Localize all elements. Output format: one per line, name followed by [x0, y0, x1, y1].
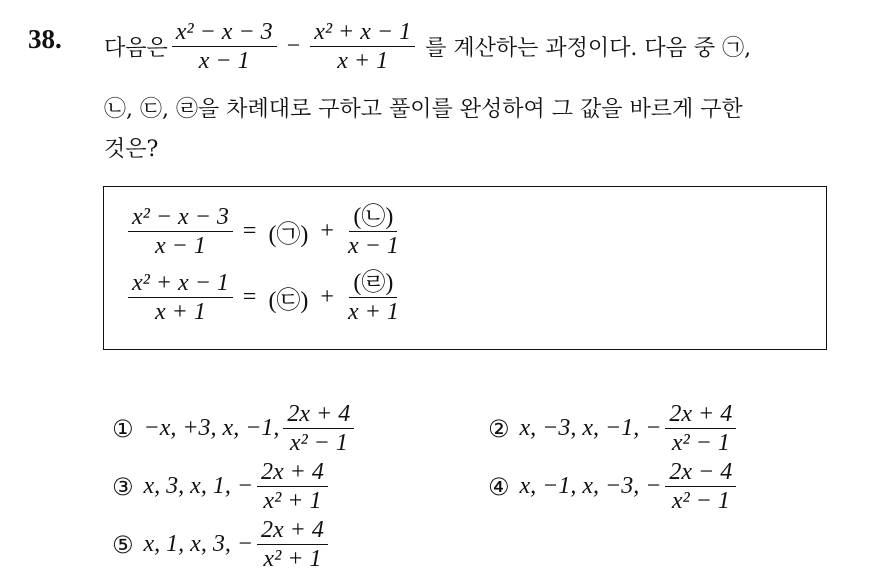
question-line-1 [104, 14, 751, 78]
choice-4[interactable] [488, 458, 740, 515]
fraction-a-numerator: x² − x − 3 [172, 18, 277, 47]
eq2-term: (㉢) [268, 288, 309, 314]
equation-2 [124, 269, 407, 326]
choice-2-values: x, −3, x, −1, − [519, 415, 662, 441]
fraction-b [310, 18, 415, 75]
eq1-term: (㉠) [268, 222, 309, 248]
minus-sign: − [286, 32, 301, 59]
eq1-equals: = [242, 218, 257, 244]
choice-2-fraction [665, 400, 736, 457]
eq1-lhs-fraction [128, 203, 233, 260]
choice-5-denominator: x² + 1 [263, 546, 322, 572]
choice-5-values: x, 1, x, 3, − [143, 531, 254, 557]
choice-4-denominator: x² − 1 [671, 488, 730, 514]
choice-3-numerator: 2x + 4 [257, 458, 328, 487]
question-intro: 다음은 [104, 35, 168, 61]
choice-1-values: −x, +3, x, −1, [143, 415, 280, 441]
choice-5-numerator: 2x + 4 [257, 516, 328, 545]
eq1-lhs-numerator: x² − x − 3 [128, 203, 233, 232]
choice-5[interactable] [112, 516, 332, 573]
choice-1-fraction [283, 400, 354, 457]
equation-1 [124, 203, 407, 260]
choice-2-denominator: x² − 1 [671, 430, 730, 456]
choice-2[interactable] [488, 400, 740, 457]
eq2-lhs-fraction [128, 269, 233, 326]
fraction-a-denominator: x − 1 [198, 47, 250, 74]
choice-2-mark: ② [488, 414, 510, 443]
eq1-rhs-denominator: x − 1 [347, 233, 399, 259]
question-line-2: ㉡, ㉢, ㉣을 차례대로 구하고 풀이를 완성하여 그 값을 바르게 구한 [104, 97, 743, 122]
eq1-plus: + [320, 218, 334, 244]
fraction-b-denominator: x + 1 [337, 47, 389, 74]
eq2-equals: = [242, 284, 257, 310]
eq1-lhs-denominator: x − 1 [155, 233, 206, 259]
eq2-rhs-numerator: (㉣) [349, 269, 397, 298]
choice-1-denominator: x² − 1 [289, 430, 348, 456]
eq2-lhs-denominator: x + 1 [155, 299, 206, 325]
choice-3-denominator: x² + 1 [263, 488, 322, 514]
question-number: 38. [28, 24, 62, 54]
choice-3-mark: ③ [112, 472, 134, 501]
fraction-a [172, 18, 277, 75]
choice-2-numerator: 2x + 4 [665, 400, 736, 429]
choice-4-fraction [665, 458, 736, 515]
eq2-rhs-denominator: x + 1 [347, 299, 399, 325]
choice-3-fraction [257, 458, 328, 515]
eq2-rhs-fraction [344, 269, 403, 326]
eq2-plus: + [320, 284, 334, 310]
choice-3-values: x, 3, x, 1, − [143, 473, 254, 499]
question-after-text: 를 계산하는 과정이다. 다음 중 ㉠, [425, 35, 752, 61]
choice-1-mark: ① [112, 414, 134, 443]
eq1-rhs-fraction [344, 203, 403, 260]
choice-5-fraction [257, 516, 328, 573]
fraction-b-numerator: x² + x − 1 [310, 18, 415, 47]
choice-1[interactable] [112, 400, 358, 457]
choice-5-mark: ⑤ [112, 530, 134, 559]
eq2-lhs-numerator: x² + x − 1 [128, 269, 233, 298]
choice-4-numerator: 2x − 4 [665, 458, 736, 487]
choice-3[interactable] [112, 458, 332, 515]
question-line-3: 것은? [104, 137, 159, 162]
choice-1-numerator: 2x + 4 [283, 400, 354, 429]
eq1-rhs-numerator: (㉡) [349, 203, 397, 232]
choice-4-mark: ④ [488, 472, 510, 501]
choice-4-values: x, −1, x, −3, − [519, 473, 662, 499]
